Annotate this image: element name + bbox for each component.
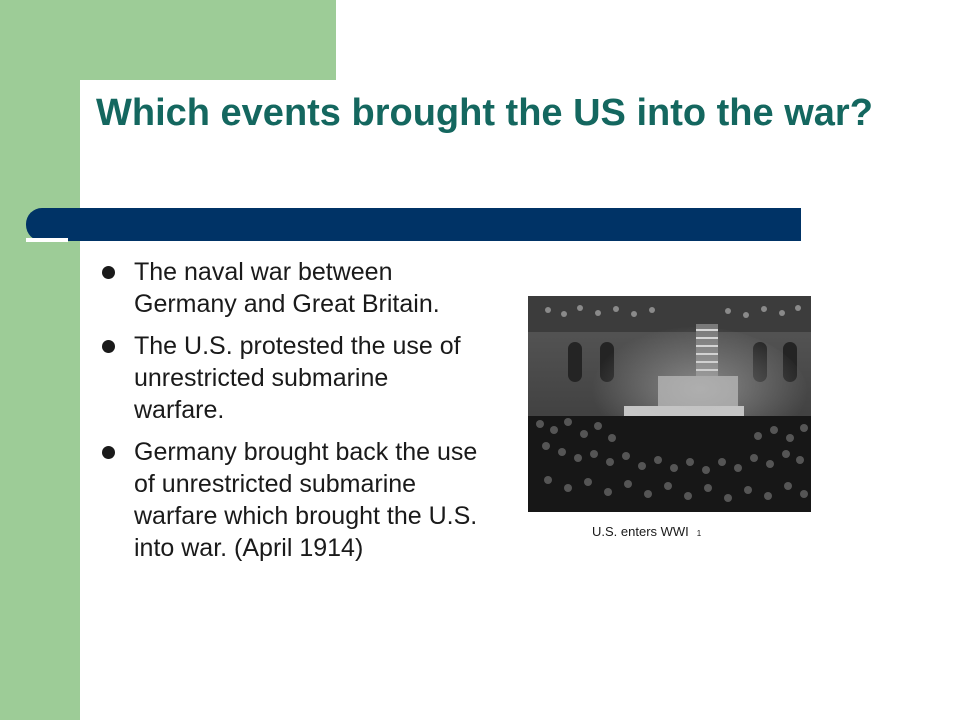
bullet-item	[100, 330, 480, 426]
bullet-item	[100, 256, 480, 320]
title-underline-bar	[26, 208, 801, 241]
bullet-text: The naval war between Germany and Great Britain.	[134, 258, 440, 318]
caption-reference-number: 1	[696, 529, 702, 538]
bullet-list	[100, 256, 480, 574]
congress-photo	[528, 296, 811, 512]
green-side-band	[0, 0, 80, 720]
image-caption	[592, 524, 701, 539]
caption-text: U.S. enters WWI	[592, 524, 689, 539]
slide-title: Which events brought the US into the war?	[96, 92, 873, 134]
bullet-text: Germany brought back the use of unrestricted submarine warfare which brought the U.S. into war. (April 1914)	[134, 438, 478, 562]
bullet-text: The U.S. protested the use of unrestricted submarine warfare.	[134, 332, 461, 424]
green-top-tab	[80, 0, 336, 80]
bullet-icon	[102, 340, 115, 353]
bullet-item	[100, 436, 480, 564]
underline-notch	[26, 238, 68, 242]
bullet-icon	[102, 446, 115, 459]
bullet-icon	[102, 266, 115, 279]
congress-photo-illustration	[528, 296, 811, 512]
